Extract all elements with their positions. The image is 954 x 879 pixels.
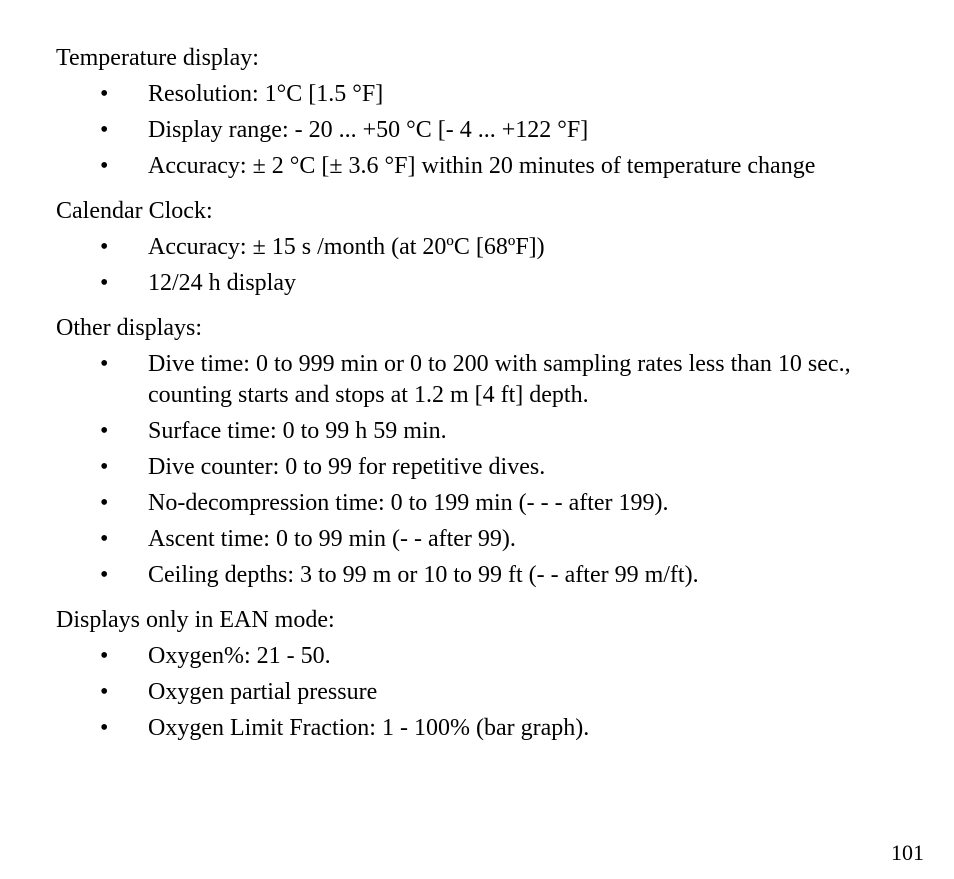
bullet-marker: • <box>100 117 109 143</box>
bullet-marker: • <box>100 153 109 179</box>
section-heading: Other displays: <box>56 315 202 341</box>
section-ean-mode-displays <box>56 605 916 744</box>
list-item <box>56 713 916 744</box>
list-item <box>56 232 916 263</box>
bullet-marker: • <box>100 562 109 588</box>
section-heading: Temperature display: <box>56 45 259 71</box>
bullet-marker: • <box>100 454 109 480</box>
list-item-text: Oxygen partial pressure <box>148 679 378 705</box>
list-item-text: Ceiling depths: 3 to 99 m or 10 to 99 ft (- - after 99 m/ft). <box>148 562 699 588</box>
bullet-marker: • <box>100 234 109 260</box>
section-heading: Calendar Clock: <box>56 198 213 224</box>
list-item <box>56 641 916 672</box>
list-item-text: Dive counter: 0 to 99 for repetitive dives. <box>148 454 546 480</box>
bullet-list <box>56 641 916 744</box>
list-item-text: Ascent time: 0 to 99 min (- - after 99). <box>148 526 516 552</box>
bullet-marker: • <box>100 526 109 552</box>
bullet-marker: • <box>100 351 109 377</box>
list-item-text: Resolution: 1°C [1.5 °F] <box>148 81 384 107</box>
bullet-marker: • <box>100 643 109 669</box>
list-item-text: Accuracy: ± 15 s /month (at 20ºC [68ºF]) <box>148 234 545 260</box>
list-item <box>56 349 916 411</box>
bullet-list <box>56 349 916 591</box>
bullet-marker: • <box>100 490 109 516</box>
list-item-text: No-decompression time: 0 to 199 min (- - - after 199). <box>148 490 669 516</box>
list-item <box>56 677 916 708</box>
bullet-marker: • <box>100 81 109 107</box>
list-item-text: Dive time: 0 to 999 min or 0 to 200 with sampling rates less than 10 sec., counting starts and stops at 1.2 m [4 ft] depth. <box>148 351 851 408</box>
list-item <box>56 115 916 146</box>
section-calendar-clock <box>56 196 916 299</box>
list-item <box>56 452 916 483</box>
bullet-marker: • <box>100 715 109 741</box>
page-number: 101 <box>891 840 924 865</box>
section-other-displays <box>56 313 916 591</box>
bullet-marker: • <box>100 679 109 705</box>
list-item <box>56 560 916 591</box>
list-item-text: 12/24 h display <box>148 270 296 296</box>
bullet-list <box>56 79 916 182</box>
list-item <box>56 268 916 299</box>
list-item <box>56 488 916 519</box>
list-item-text: Oxygen%: 21 - 50. <box>148 643 331 669</box>
bullet-list <box>56 232 916 299</box>
section-temperature-display <box>56 43 916 182</box>
list-item <box>56 151 916 182</box>
list-item <box>56 524 916 555</box>
list-item-text: Accuracy: ± 2 °C [± 3.6 °F] within 20 minutes of temperature change <box>148 153 816 179</box>
bullet-marker: • <box>100 270 109 296</box>
list-item-text: Surface time: 0 to 99 h 59 min. <box>148 418 447 444</box>
list-item-text: Display range: - 20 ... +50 °C [- 4 ... +122 °F] <box>148 117 589 143</box>
section-heading: Displays only in EAN mode: <box>56 607 335 633</box>
bullet-marker: • <box>100 418 109 444</box>
list-item-text: Oxygen Limit Fraction: 1 - 100% (bar graph). <box>148 715 590 741</box>
list-item <box>56 79 916 110</box>
list-item <box>56 416 916 447</box>
